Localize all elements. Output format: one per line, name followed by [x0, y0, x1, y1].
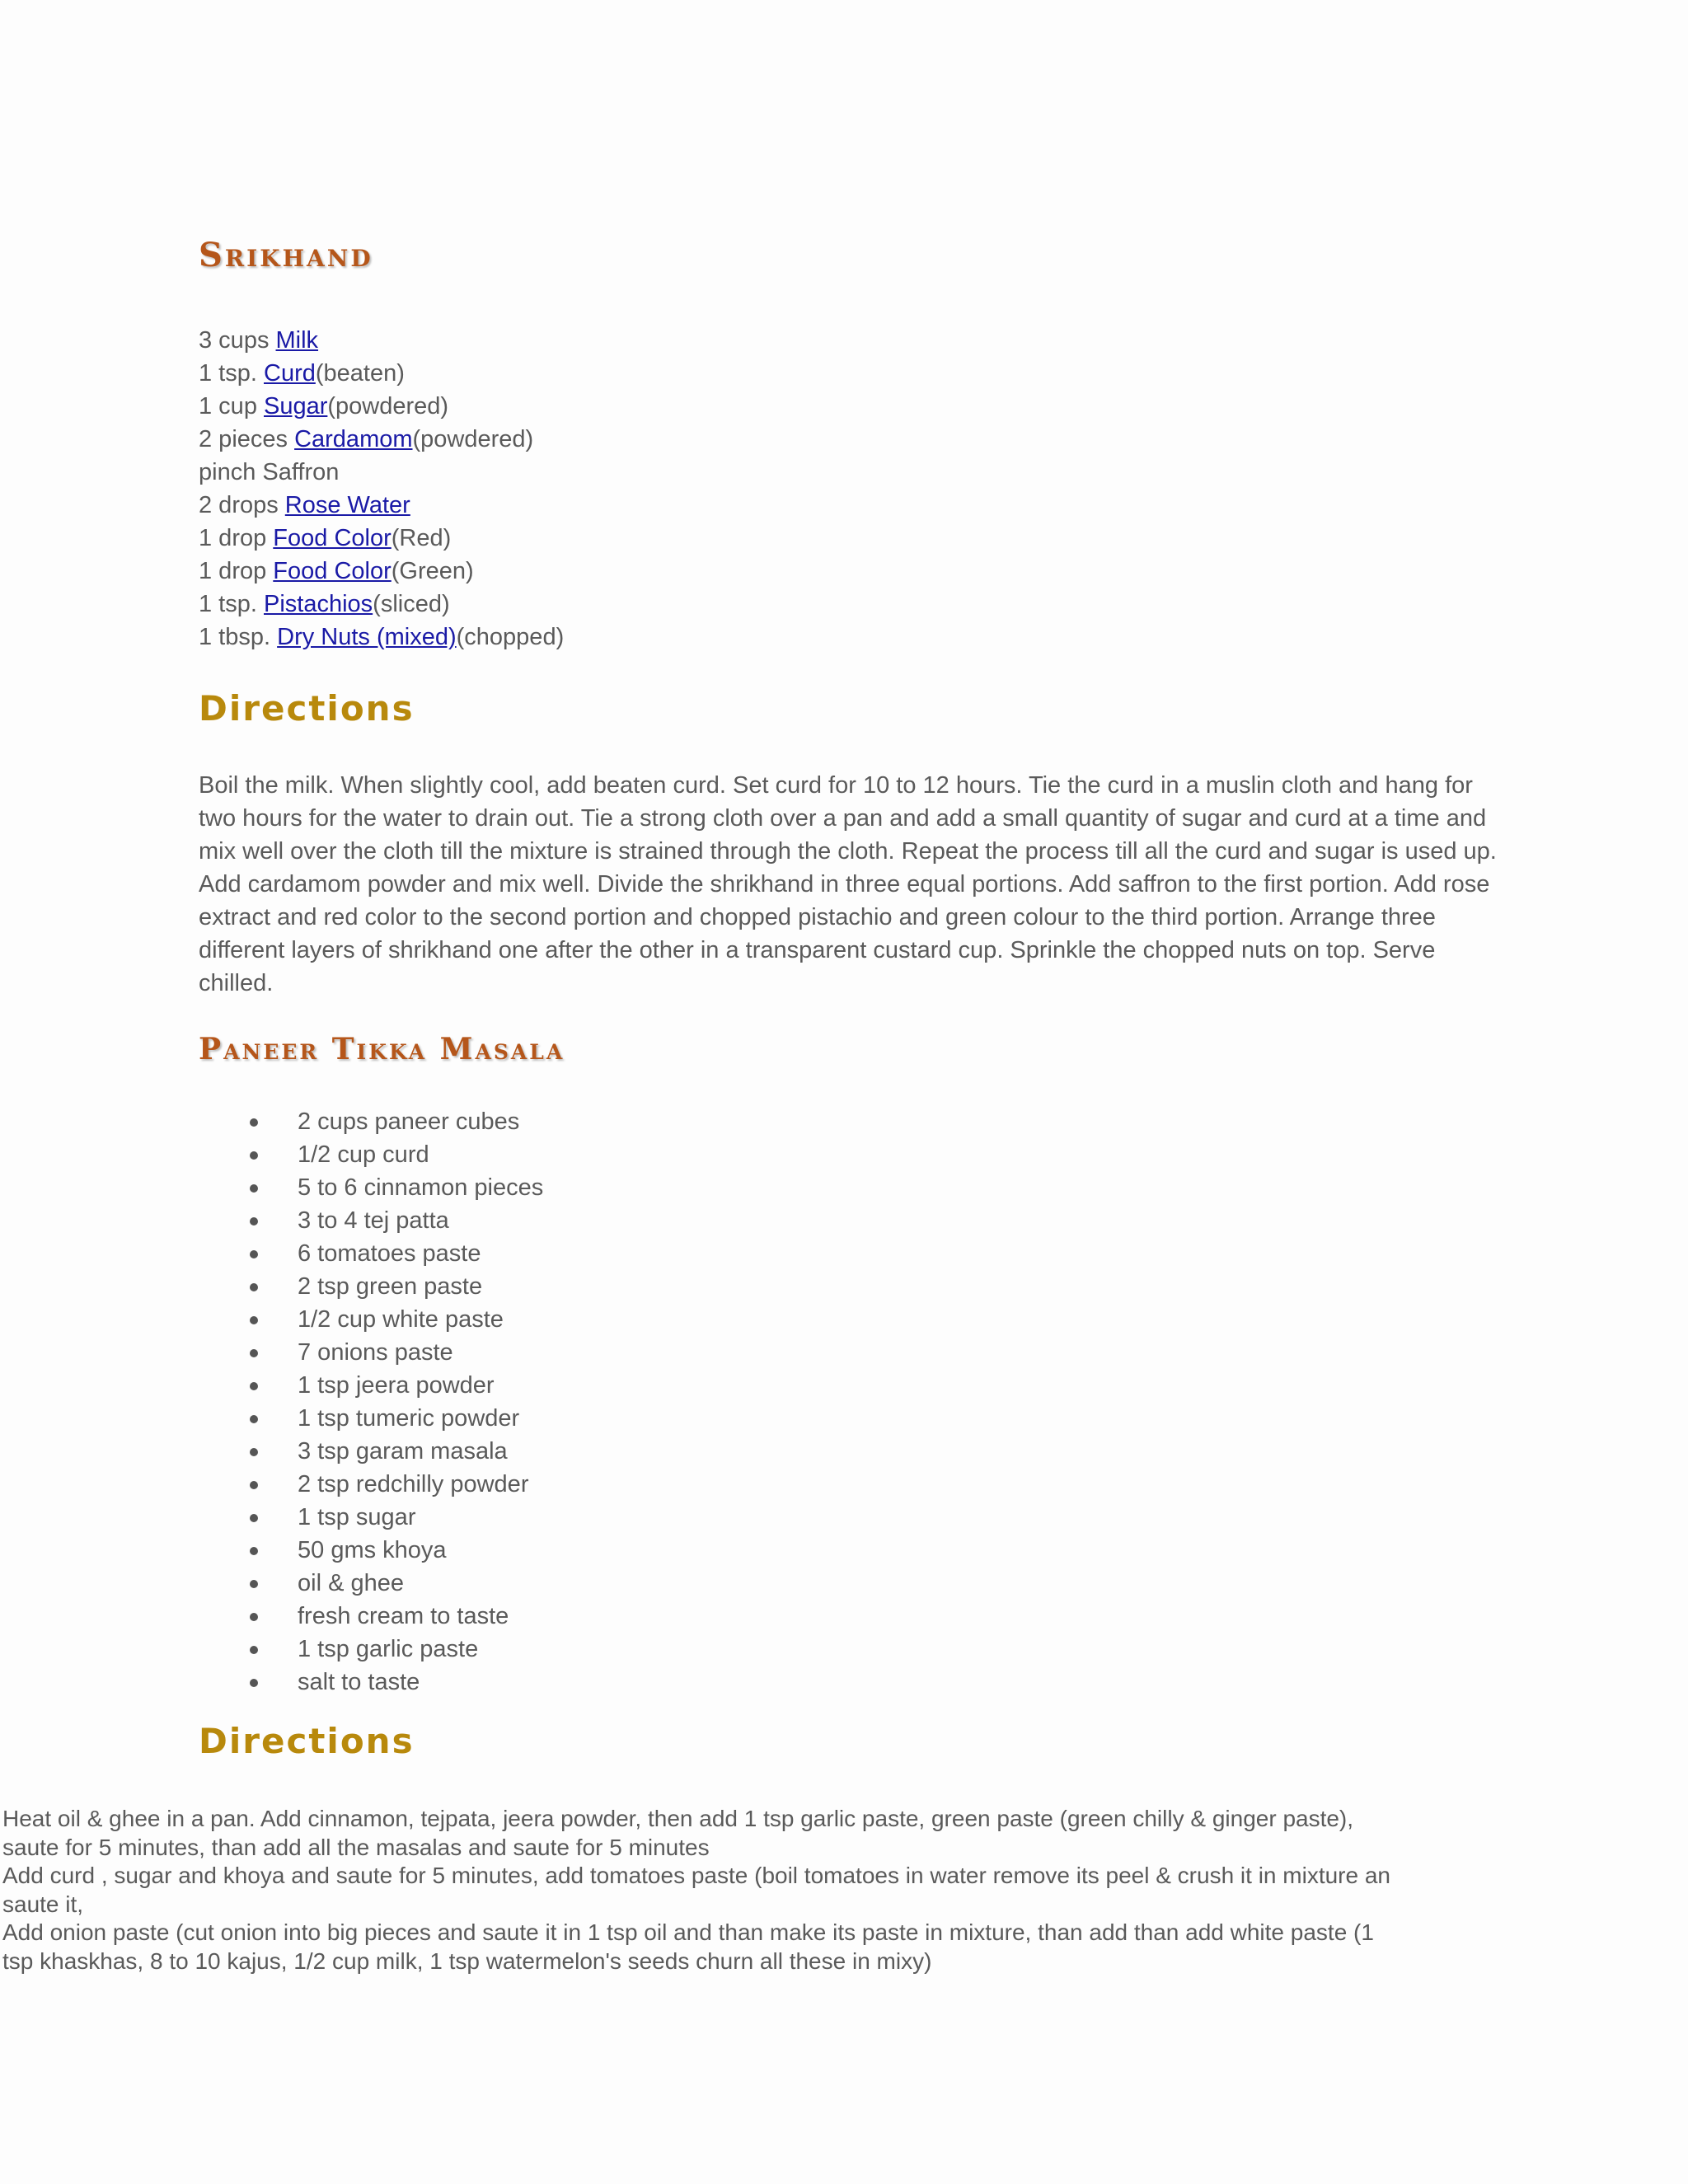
- list-item: fresh cream to taste: [199, 1600, 543, 1633]
- ingredient-link-milk[interactable]: Milk: [275, 327, 319, 354]
- srikhand-ingredients: [199, 324, 564, 654]
- paneer-directions-heading: Directions: [199, 1721, 415, 1761]
- ingredient-link-food-color-red[interactable]: Food Color: [273, 525, 392, 551]
- paneer-directions-text: [2, 1805, 1404, 1975]
- list-item: 1 tsp jeera powder: [199, 1369, 543, 1402]
- ingredient-link-food-color-green[interactable]: Food Color: [273, 558, 392, 584]
- bullet-icon: [250, 1547, 258, 1555]
- bullet-icon: [250, 1283, 258, 1291]
- list-item: 1 tsp garlic paste: [199, 1633, 543, 1666]
- bullet-icon: [250, 1646, 258, 1654]
- ingredient-line: 1 drop Food Color(Red): [199, 525, 452, 551]
- bullet-icon: [250, 1514, 258, 1522]
- list-item: 2 cups paneer cubes: [199, 1105, 543, 1138]
- list-item: 7 onions paste: [199, 1336, 543, 1369]
- ingredient-link-sugar[interactable]: Sugar: [264, 393, 328, 419]
- bullet-icon: [250, 1316, 258, 1324]
- ingredient-link-rose-water[interactable]: Rose Water: [284, 492, 410, 518]
- srikhand-directions-heading: Directions: [199, 688, 415, 729]
- list-item: 3 tsp garam masala: [199, 1435, 543, 1468]
- srikhand-directions-text: Boil the milk. When slightly cool, add beaten curd. Set curd for 10 to 12 hours. Tie the curd in a muslin cloth and hang for two hours for the water to drain out. Tie a strong cloth over a pan and add a small quantity of sugar and curd at a time and mix well over the cloth till the mixture is strained through the cloth. Repeat the process till all the curd and sugar is used up. Add cardamom powder and mix well. Divide the shrikhand in three equal portions. Add saffron to the first portion. Add rose extract and red color to the second portion and chopped pistachio and green colour to the third portion. Arrange three different layers of shrikhand one after the other in a transparent custard cup. Sprinkle the chopped nuts on top. Serve chilled.: [199, 772, 1497, 996]
- paneer-ingredients-list: [199, 1105, 543, 1699]
- paneer-direction-step: Heat oil & ghee in a pan. Add cinnamon, tejpata, jeera powder, then add 1 tsp garlic paste, green paste (green chilly & ginger paste), saute for 5 minutes, than add all the masalas and saute for 5 minutes: [2, 1806, 1354, 1860]
- ingredient-line: 2 drops Rose Water: [199, 492, 410, 518]
- list-item: 2 tsp redchilly powder: [199, 1468, 543, 1501]
- bullet-icon: [250, 1184, 258, 1193]
- list-item: salt to taste: [199, 1666, 543, 1699]
- ingredient-line: 1 tbsp. Dry Nuts (mixed)(chopped): [199, 624, 565, 650]
- ingredient-line: 2 pieces Cardamom(powdered): [199, 426, 534, 452]
- bullet-icon: [250, 1448, 258, 1456]
- bullet-icon: [250, 1250, 258, 1258]
- recipe-title-paneer-tikka-masala: Paneer Tikka Masala: [199, 1032, 565, 1066]
- list-item: 50 gms khoya: [199, 1534, 543, 1567]
- bullet-icon: [250, 1349, 258, 1357]
- bullet-icon: [250, 1481, 258, 1489]
- list-item: 1 tsp sugar: [199, 1501, 543, 1534]
- list-item: 5 to 6 cinnamon pieces: [199, 1171, 543, 1204]
- ingredient-line: 1 cup Sugar(powdered): [199, 393, 449, 419]
- list-item: oil & ghee: [199, 1567, 543, 1600]
- bullet-icon: [250, 1151, 258, 1160]
- paneer-direction-step: Add curd , sugar and khoya and saute for 5 minutes, add tomatoes paste (boil tomatoes in water remove its peel & crush it in mixture an saute it,: [2, 1863, 1390, 1917]
- paneer-direction-step: Add onion paste (cut onion into big pieces and saute it in 1 tsp oil and than make its paste in mixture, than add than add white paste (1 tsp khaskhas, 8 to 10 kajus, 1/2 cup milk, 1 tsp watermelon's seeds churn all these in mixy): [2, 1919, 1374, 1974]
- bullet-icon: [250, 1118, 258, 1127]
- ingredient-link-dry-nuts[interactable]: Dry Nuts (mixed): [277, 624, 457, 650]
- list-item: 2 tsp green paste: [199, 1270, 543, 1303]
- bullet-icon: [250, 1679, 258, 1687]
- list-item: 6 tomatoes paste: [199, 1237, 543, 1270]
- ingredient-line: 3 cups Milk: [199, 327, 319, 354]
- bullet-icon: [250, 1382, 258, 1390]
- ingredient-line: 1 tsp. Curd(beaten): [199, 360, 405, 387]
- list-item: 1/2 cup curd: [199, 1138, 543, 1171]
- recipe-title-srikhand: Srikhand: [199, 236, 373, 274]
- ingredient-line: pinch Saffron: [199, 459, 340, 485]
- ingredient-line: 1 drop Food Color(Green): [199, 558, 474, 584]
- list-item: 1 tsp tumeric powder: [199, 1402, 543, 1435]
- ingredient-link-cardamom[interactable]: Cardamom: [294, 426, 413, 452]
- bullet-icon: [250, 1415, 258, 1423]
- bullet-icon: [250, 1217, 258, 1226]
- ingredient-link-curd[interactable]: Curd: [264, 360, 316, 387]
- list-item: 3 to 4 tej patta: [199, 1204, 543, 1237]
- ingredient-line: 1 tsp. Pistachios(sliced): [199, 591, 450, 617]
- bullet-icon: [250, 1613, 258, 1621]
- ingredient-link-pistachios[interactable]: Pistachios: [264, 591, 373, 617]
- bullet-icon: [250, 1580, 258, 1588]
- list-item: 1/2 cup white paste: [199, 1303, 543, 1336]
